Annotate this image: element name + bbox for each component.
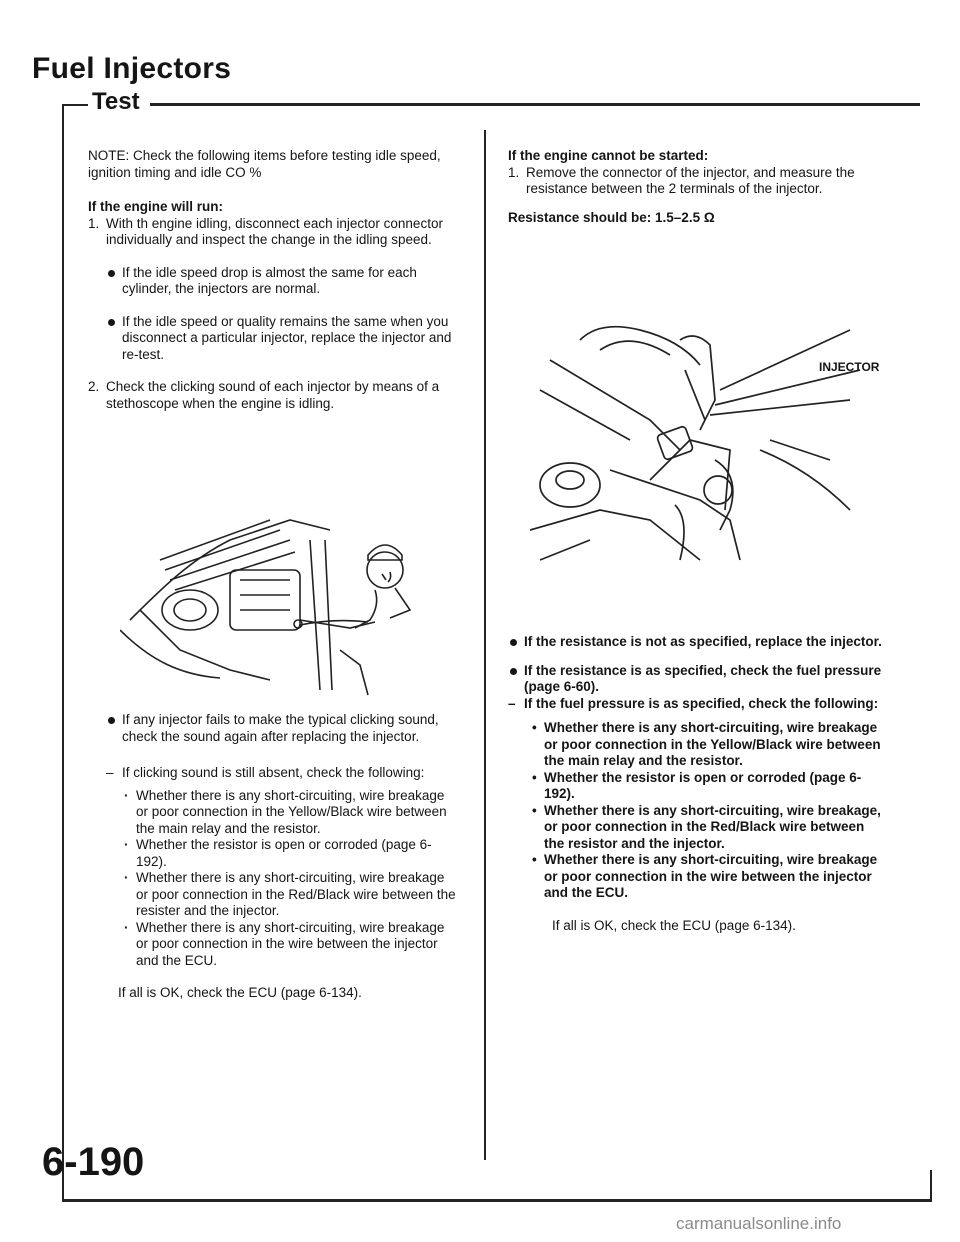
bullet-text: If the idle speed drop is almost the same for each cylinder, the injectors are normal.	[122, 264, 417, 296]
section-heading: Test	[92, 88, 140, 115]
dash-text: If clicking sound is still absent, check the following:	[122, 765, 425, 780]
check-list	[122, 788, 460, 970]
frame-line	[150, 103, 920, 106]
left-column	[88, 148, 460, 412]
dash-item	[106, 765, 460, 782]
dot-mark: •	[532, 852, 537, 867]
bullet-text: If any injector fails to make the typical clicking sound, check the sound again after replacing the injector.	[122, 712, 439, 744]
dash-mark: –	[508, 695, 516, 711]
right-column	[508, 148, 886, 226]
bullet-item	[106, 712, 460, 745]
check-text: Whether there is any short-circuiting, wire breakage or poor connection in the wire between the injector and the ECU.	[136, 919, 445, 968]
resistance-spec: Resistance should be: 1.5–2.5 Ω	[508, 209, 715, 225]
dot-mark: •	[532, 720, 537, 735]
bullet-item	[508, 663, 886, 696]
dash-mark: –	[106, 765, 114, 780]
frame-line	[62, 1199, 932, 1202]
page-title: Fuel Injectors	[32, 52, 232, 85]
dot-mark: •	[532, 769, 537, 785]
dash-text: If the fuel pressure is as specified, check the following:	[524, 695, 879, 711]
bullet-item	[508, 634, 886, 651]
bullet-item	[106, 314, 460, 364]
step-1	[88, 216, 460, 249]
run-heading: If the engine will run:	[88, 199, 223, 214]
check-item	[122, 788, 460, 838]
frame-line	[62, 104, 64, 1201]
step-number: 2.	[88, 379, 100, 394]
step-1	[508, 165, 886, 198]
cannot-heading: If the engine cannot be started:	[508, 148, 709, 163]
dot-mark: •	[532, 802, 537, 818]
check-item	[530, 803, 886, 853]
final-text: If all is OK, check the ECU (page 6-134).	[552, 917, 796, 933]
column-divider	[484, 130, 486, 1160]
check-text: Whether there is any short-circuiting, wire breakage or poor connection in the Red/Black wire between the resister and the injector.	[136, 870, 456, 918]
step-text: Check the clicking sound of each injector by means of a stethoscope when the engine is idling.	[106, 379, 440, 411]
stethoscope-engine-illustration	[120, 500, 440, 700]
frame-line	[930, 1170, 932, 1201]
watermark: carmanualsonline.info	[676, 1214, 842, 1233]
check-text: Whether the resistor is open or corroded (page 6-192).	[136, 837, 432, 869]
step-number: 1.	[508, 164, 520, 180]
note-text: NOTE: Check the following items before testing idle speed, ignition timing and idle CO %	[88, 148, 441, 180]
bullet-text: If the resistance is not as specified, replace the injector.	[524, 634, 882, 649]
check-text: Whether there is any short-circuiting, wire breakage or poor connection in the wire between the injector and the ECU.	[544, 852, 878, 900]
injector-label: INJECTOR	[819, 360, 880, 374]
dash-item	[508, 696, 886, 713]
check-item	[530, 852, 886, 902]
injector-connector-illustration	[530, 310, 870, 580]
check-text: Whether the resistor is open or corroded (page 6-192).	[544, 769, 862, 801]
check-item	[122, 870, 460, 920]
frame-line	[62, 104, 88, 106]
step-text: With th engine idling, disconnect each injector connector individually and inspect the change in the idling speed.	[106, 215, 443, 247]
dot-mark: ·	[124, 837, 129, 852]
check-item	[122, 837, 460, 870]
page-number: 6-190	[42, 1140, 145, 1184]
check-text: Whether there is any short-circuiting, wire breakage or poor connection in the Yellow/Black wire between the main relay and the resistor.	[544, 720, 881, 768]
step-2	[88, 379, 460, 412]
dot-mark: ·	[124, 919, 129, 935]
step-text: Remove the connector of the injector, and measure the resistance between the 2 terminals of the injector.	[526, 164, 855, 196]
check-item	[530, 770, 886, 803]
check-text: Whether there is any short-circuiting, wire breakage or poor connection in the Yellow/Black wire between the main relay and the resistor.	[136, 787, 447, 836]
left-column-lower	[88, 712, 460, 1002]
right-column-lower	[508, 634, 886, 934]
dot-mark: ·	[124, 787, 129, 803]
check-item	[530, 720, 886, 770]
check-list	[530, 720, 886, 902]
check-text: Whether there is any short-circuiting, wire breakage, or poor connection in the Red/Black wire between the resistor and the injector.	[544, 802, 881, 851]
bullet-item	[106, 265, 460, 298]
bullet-text: If the idle speed or quality remains the same when you disconnect a particular injector, replace the injector and re-test.	[122, 313, 452, 362]
bullet-text: If the resistance is as specified, check the fuel pressure (page 6-60).	[524, 662, 882, 694]
dot-mark: ·	[124, 870, 129, 885]
check-item	[122, 920, 460, 970]
step-number: 1.	[88, 215, 100, 231]
final-text: If all is OK, check the ECU (page 6-134).	[118, 985, 362, 1000]
